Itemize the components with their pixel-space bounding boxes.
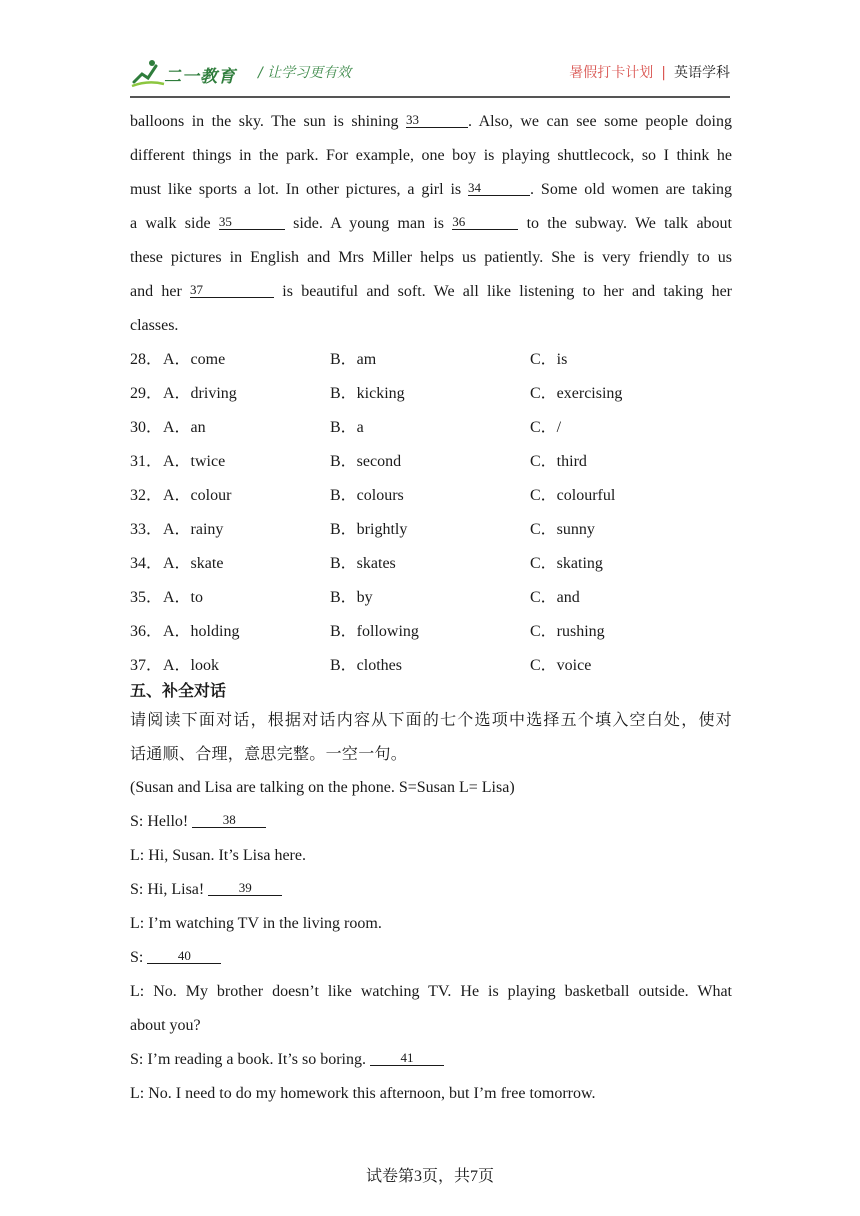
option-c[interactable]: C．rushing (530, 623, 605, 640)
option-a[interactable]: A．colour (163, 487, 232, 504)
option-c[interactable]: C．is (530, 351, 568, 368)
blank-36: 36 (452, 214, 518, 230)
dialogue-line: L: Hi, Susan. It’s Lisa here. (130, 847, 306, 864)
question-number: 37． (130, 657, 163, 674)
passage-line: classes. (130, 317, 179, 334)
option-a[interactable]: A．look (163, 657, 220, 674)
option-a[interactable]: A．twice (163, 453, 226, 470)
subject-label: 英语学科 (674, 65, 730, 81)
dialogue-line: L: No. My brother doesn’t like watching TV. He is playing basketball outside. What (130, 983, 732, 1000)
blank-33: 33 (406, 112, 468, 128)
option-a[interactable]: A．an (163, 419, 206, 436)
option-c[interactable]: C．/ (530, 419, 562, 436)
section-title: 五、补全对话 (130, 681, 227, 700)
page-footer: 试卷第3页，共7页 (365, 1168, 494, 1185)
option-c[interactable]: C．skating (530, 555, 603, 572)
page-header (130, 52, 730, 98)
passage-text: and her (130, 283, 182, 300)
option-a[interactable]: A．holding (163, 623, 240, 640)
dialogue-intro: (Susan and Lisa are talking on the phone. S=Susan L= Lisa) (130, 779, 515, 796)
option-c[interactable]: C．and (530, 589, 580, 606)
question-number: 28． (130, 351, 163, 368)
passage-line (130, 280, 732, 304)
passage-text: . Also, we can see some people doing (468, 113, 732, 130)
question-number: 30． (130, 419, 163, 436)
header-right (569, 62, 730, 82)
header-divider (130, 96, 730, 98)
option-a[interactable]: A．driving (163, 385, 237, 402)
passage-line: these pictures in English and Mrs Miller helps us patiently. She is very friendly to us (130, 249, 732, 266)
question-number: 32． (130, 487, 163, 504)
dialogue-text: S: I’m reading a book. It’s so boring. (130, 1051, 366, 1068)
question-number: 29． (130, 385, 163, 402)
passage-text: must like sports a lot. In other pictures, a girl is (130, 181, 462, 198)
blank-37: 37 (190, 282, 274, 298)
option-c[interactable]: C．exercising (530, 385, 623, 402)
dialogue-line (130, 1048, 732, 1072)
option-c[interactable]: C．sunny (530, 521, 595, 538)
blank-34: 34 (468, 180, 530, 196)
option-b[interactable]: B．brightly (330, 521, 408, 538)
dialogue-line: about you? (130, 1017, 201, 1034)
option-b[interactable]: B．kicking (330, 385, 405, 402)
option-c[interactable]: C．third (530, 453, 587, 470)
question-number: 36． (130, 623, 163, 640)
dialogue-line (130, 946, 732, 970)
passage-text: is beautiful and soft. We all like listening to her and taking her (282, 283, 733, 300)
option-b[interactable]: B．a (330, 419, 364, 436)
option-c[interactable]: C．colourful (530, 487, 616, 504)
passage-line (130, 178, 732, 202)
dialogue-text: S: Hello! (130, 813, 189, 830)
dialogue-text: S: Hi, Lisa! (130, 881, 205, 898)
option-b[interactable]: B．following (330, 623, 419, 640)
dialogue-line: L: No. I need to do my homework this afternoon, but I’m free tomorrow. (130, 1085, 596, 1102)
dialogue-text: S: (130, 949, 144, 966)
passage-text: side. A young man is (293, 215, 445, 232)
blank-39: 39 (208, 880, 282, 896)
option-b[interactable]: B．colours (330, 487, 404, 504)
option-a[interactable]: A．skate (163, 555, 224, 572)
instruction-line: 话通顺、合理，意思完整。一空一句。 (130, 744, 408, 763)
option-b[interactable]: B．skates (330, 555, 396, 572)
option-b[interactable]: B．second (330, 453, 402, 470)
passage-line (130, 212, 732, 236)
blank-41: 41 (370, 1050, 444, 1066)
option-c[interactable]: C．voice (530, 657, 592, 674)
question-number: 34． (130, 555, 163, 572)
instruction-line: 请阅读下面对话，根据对话内容从下面的七个选项中选择五个填入空白处，使对 (130, 710, 732, 729)
dialogue-line: L: I’m watching TV in the living room. (130, 915, 382, 932)
option-a[interactable]: A．to (163, 589, 204, 606)
passage-text: a walk side (130, 215, 211, 232)
blank-38: 38 (192, 812, 266, 828)
option-b[interactable]: B．am (330, 351, 377, 368)
option-b[interactable]: B．by (330, 589, 373, 606)
passage-text: balloons in the sky. The sun is shining (130, 113, 399, 130)
blank-40: 40 (147, 948, 221, 964)
dialogue-line (130, 810, 732, 834)
passage-text: . Some old women are taking (530, 181, 733, 198)
plan-label: 暑假打卡计划 (569, 65, 654, 81)
passage-line (130, 110, 732, 134)
option-b[interactable]: B．clothes (330, 657, 402, 674)
slogan: / 让学习更有效 (258, 65, 352, 81)
option-a[interactable]: A．come (163, 351, 226, 368)
logo (130, 56, 240, 92)
runner-logo-icon (130, 56, 166, 92)
question-number: 31． (130, 453, 163, 470)
header-separator: | (661, 65, 666, 81)
passage-line: different things in the park. For example, one boy is playing shuttlecock, so I think he (130, 147, 732, 164)
question-number: 33． (130, 521, 163, 538)
dialogue-line (130, 878, 732, 902)
option-a[interactable]: A．rainy (163, 521, 224, 538)
question-number: 35． (130, 589, 163, 606)
blank-35: 35 (219, 214, 285, 230)
logo-text: 二一教育 (164, 67, 236, 87)
passage-text: to the subway. We talk about (526, 215, 732, 232)
